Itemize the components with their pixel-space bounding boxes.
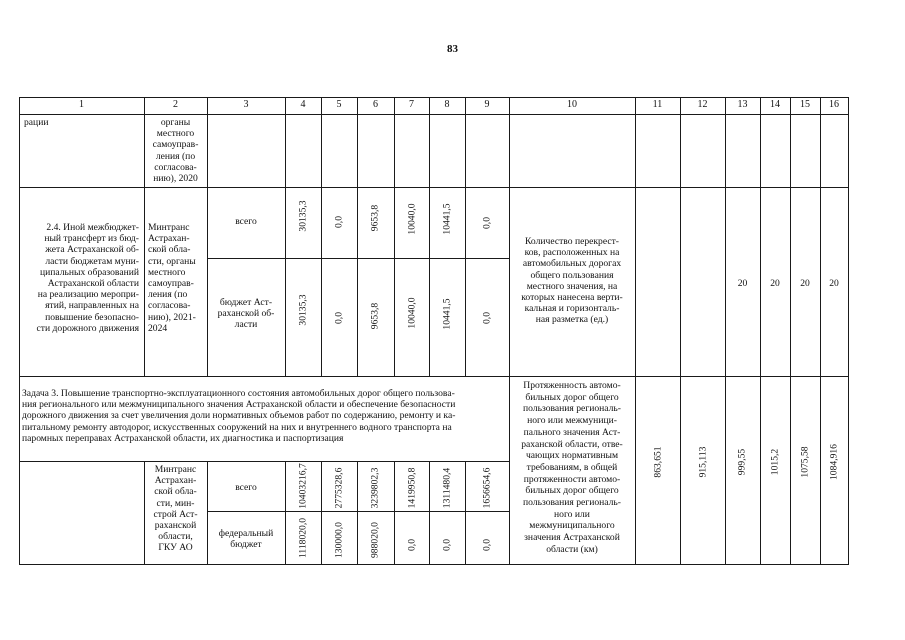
- row-c-col16: 1084,916: [828, 444, 840, 480]
- row-c-col12: 915,113: [697, 446, 709, 478]
- header-col-8: 8: [444, 99, 450, 110]
- row-b-regional-col5: 0,0: [333, 312, 345, 324]
- row-c-indicator: Протяженность автомо- бильных дорог общего пользования региональ- ного или межмуници- пального значения Аст- раханской области, отве- чающих нормативным требованиям, в общей протяженности автомо- бильных дорог общего пользования региональ- ного или межмуниципального значения Астраханской области (км): [521, 380, 623, 555]
- task-row-bottom-border: [19, 461, 509, 462]
- header-col-7: 7: [409, 99, 414, 110]
- row-b-regional-col7: 10040,0: [406, 297, 418, 329]
- header-col-11: 11: [652, 99, 663, 110]
- col-border-2-3: [207, 97, 208, 377]
- row-b-subrow-divider: [207, 258, 509, 259]
- col-border-4-5: [321, 97, 322, 377]
- row-b-total-col5: 0,0: [333, 216, 345, 228]
- row-c-total-col5: 2775328,6: [333, 467, 345, 509]
- row-c-total-col4: 10403216,7: [297, 463, 309, 509]
- col-border-7-8: [429, 97, 430, 377]
- header-col-5: 5: [336, 99, 342, 110]
- row-b-total-col9: 0,0: [481, 217, 493, 229]
- header-col-2: 2: [173, 99, 178, 110]
- col-border-10-11: [635, 97, 636, 565]
- col-border-13-14: [760, 97, 761, 565]
- row-c-total-col8: 1311480,4: [441, 467, 453, 509]
- row-b-regional-col4: 30135,3: [297, 294, 309, 326]
- header-col-9: 9: [484, 99, 490, 110]
- col-border-5-6-lower: [357, 461, 358, 565]
- col-border-12-13: [725, 97, 726, 565]
- col-border-5-6: [357, 97, 358, 377]
- row-b-col16: 20: [829, 278, 839, 289]
- header-col-10: 10: [567, 99, 577, 110]
- header-col-6: 6: [373, 99, 378, 110]
- col-border-15-16: [820, 97, 821, 565]
- row-c-federal-col4: 1118020,0: [297, 517, 309, 559]
- row-a-col2-text: органы местного самоуправ- ления (по согласова- нию), 2020: [152, 117, 199, 185]
- row-c-federal-col8: 0,0: [441, 539, 453, 551]
- row-b-total-col6: 9653,8: [369, 204, 381, 232]
- header-col-14: 14: [770, 99, 780, 110]
- row-b-col14: 20: [770, 278, 780, 289]
- col-border-6-7-lower: [394, 461, 395, 565]
- header-col-4: 4: [300, 99, 306, 110]
- header-col-12: 12: [697, 99, 708, 110]
- col-border-8-9-lower: [465, 461, 466, 565]
- row-c-col15: 1075,58: [799, 446, 811, 478]
- row-c-col14: 1015,2: [769, 448, 781, 476]
- row-b-total-col7: 10040,0: [406, 203, 418, 235]
- header-col-3: 3: [243, 99, 249, 110]
- col-border-7-8-lower: [429, 461, 430, 565]
- row-a-col1-text: рации: [24, 117, 49, 128]
- col-border-left: [19, 97, 20, 565]
- row-c-federal-col9: 0,0: [481, 539, 493, 551]
- col-border-6-7: [394, 97, 395, 377]
- row-b-measure-name: 2.4. Иной межбюджет- ный трансферт из бюд- жета Астраханской об- ласти бюджетам муни- ципальных образований Астраханской области на реализацию меропри- ятий, направленных на повышение безопасно- сти дорожного движения: [36, 222, 139, 334]
- row-b-funding-regional-label: бюджет Аст- раханской об- ласти: [217, 297, 275, 331]
- row-c-subrow-divider: [207, 511, 509, 512]
- row-b-col13: 20: [737, 278, 748, 289]
- col-border-3-4: [285, 97, 286, 377]
- page-number: 83: [447, 43, 458, 55]
- col-border-right: [848, 97, 849, 565]
- header-col-13: 13: [737, 99, 748, 110]
- row-b-regional-col6: 9653,8: [369, 302, 381, 330]
- header-col-1: 1: [79, 99, 84, 110]
- row-c-funding-federal-label: федеральный бюджет: [218, 528, 274, 551]
- col-border-8-9: [465, 97, 466, 377]
- row-c-total-col7: 1419950,8: [406, 467, 418, 509]
- row-c-funding-total-label: всего: [235, 482, 257, 493]
- task-3-text: Задача 3. Повышение транспортно-эксплуатационного состояния автомобильных дорог общего пользова- ния регионального или межмуниципального значения Астраханской области и обеспечение безопасности дорожного движения за счет увеличения доли нормативных объемов работ по содержанию, ремонту и ка- питальному ремонту автодорог, искусственных сооружений на них и внутреннего водного транспорта на паромных переправах Астраханской области, их диагностика и паспортизация: [22, 388, 456, 444]
- col-border-3-4-lower: [285, 461, 286, 565]
- row-b-indicator: Количество перекрест- ков, расположенных на автомобильных дорогах общего пользования местного значения, на которых нанесена верти- кальная и горизонталь- ная разметка (ед.): [521, 236, 623, 326]
- row-c-total-col6: 3239802,3: [369, 467, 381, 509]
- row-c-executor: Минтранс Астрахан- ской обла- сти, мин- строй Аст- раханской области, ГКУ АО: [153, 464, 198, 554]
- row-c-federal-col5: 130000,0: [333, 522, 345, 558]
- col-border-11-12: [680, 97, 681, 565]
- row-c-total-col9: 1656654,6: [481, 467, 493, 509]
- row-c-federal-col6: 988020,0: [369, 522, 381, 558]
- header-col-16: 16: [829, 99, 839, 110]
- row-b-col15: 20: [800, 278, 810, 289]
- row-b-funding-total-label: всего: [235, 216, 257, 227]
- row-b-executor: Минтранс Астрахан- ской обла- сти, органы местного самоуправ- ления (по согласова- нию), 2021- 2024: [148, 222, 196, 334]
- row-b-regional-col8: 10441,5: [441, 298, 453, 330]
- row-b-total-col4: 30135,3: [297, 200, 309, 232]
- row-b-total-col8: 10441,5: [441, 203, 453, 235]
- row-c-federal-col7: 0,0: [406, 539, 418, 551]
- row-c-col11: 863,651: [652, 446, 664, 478]
- header-col-15: 15: [800, 99, 810, 110]
- row-b-regional-col9: 0,0: [481, 312, 493, 324]
- col-border-14-15: [790, 97, 791, 565]
- row-c-col13: 999,55: [736, 448, 748, 476]
- col-border-4-5-lower: [321, 461, 322, 565]
